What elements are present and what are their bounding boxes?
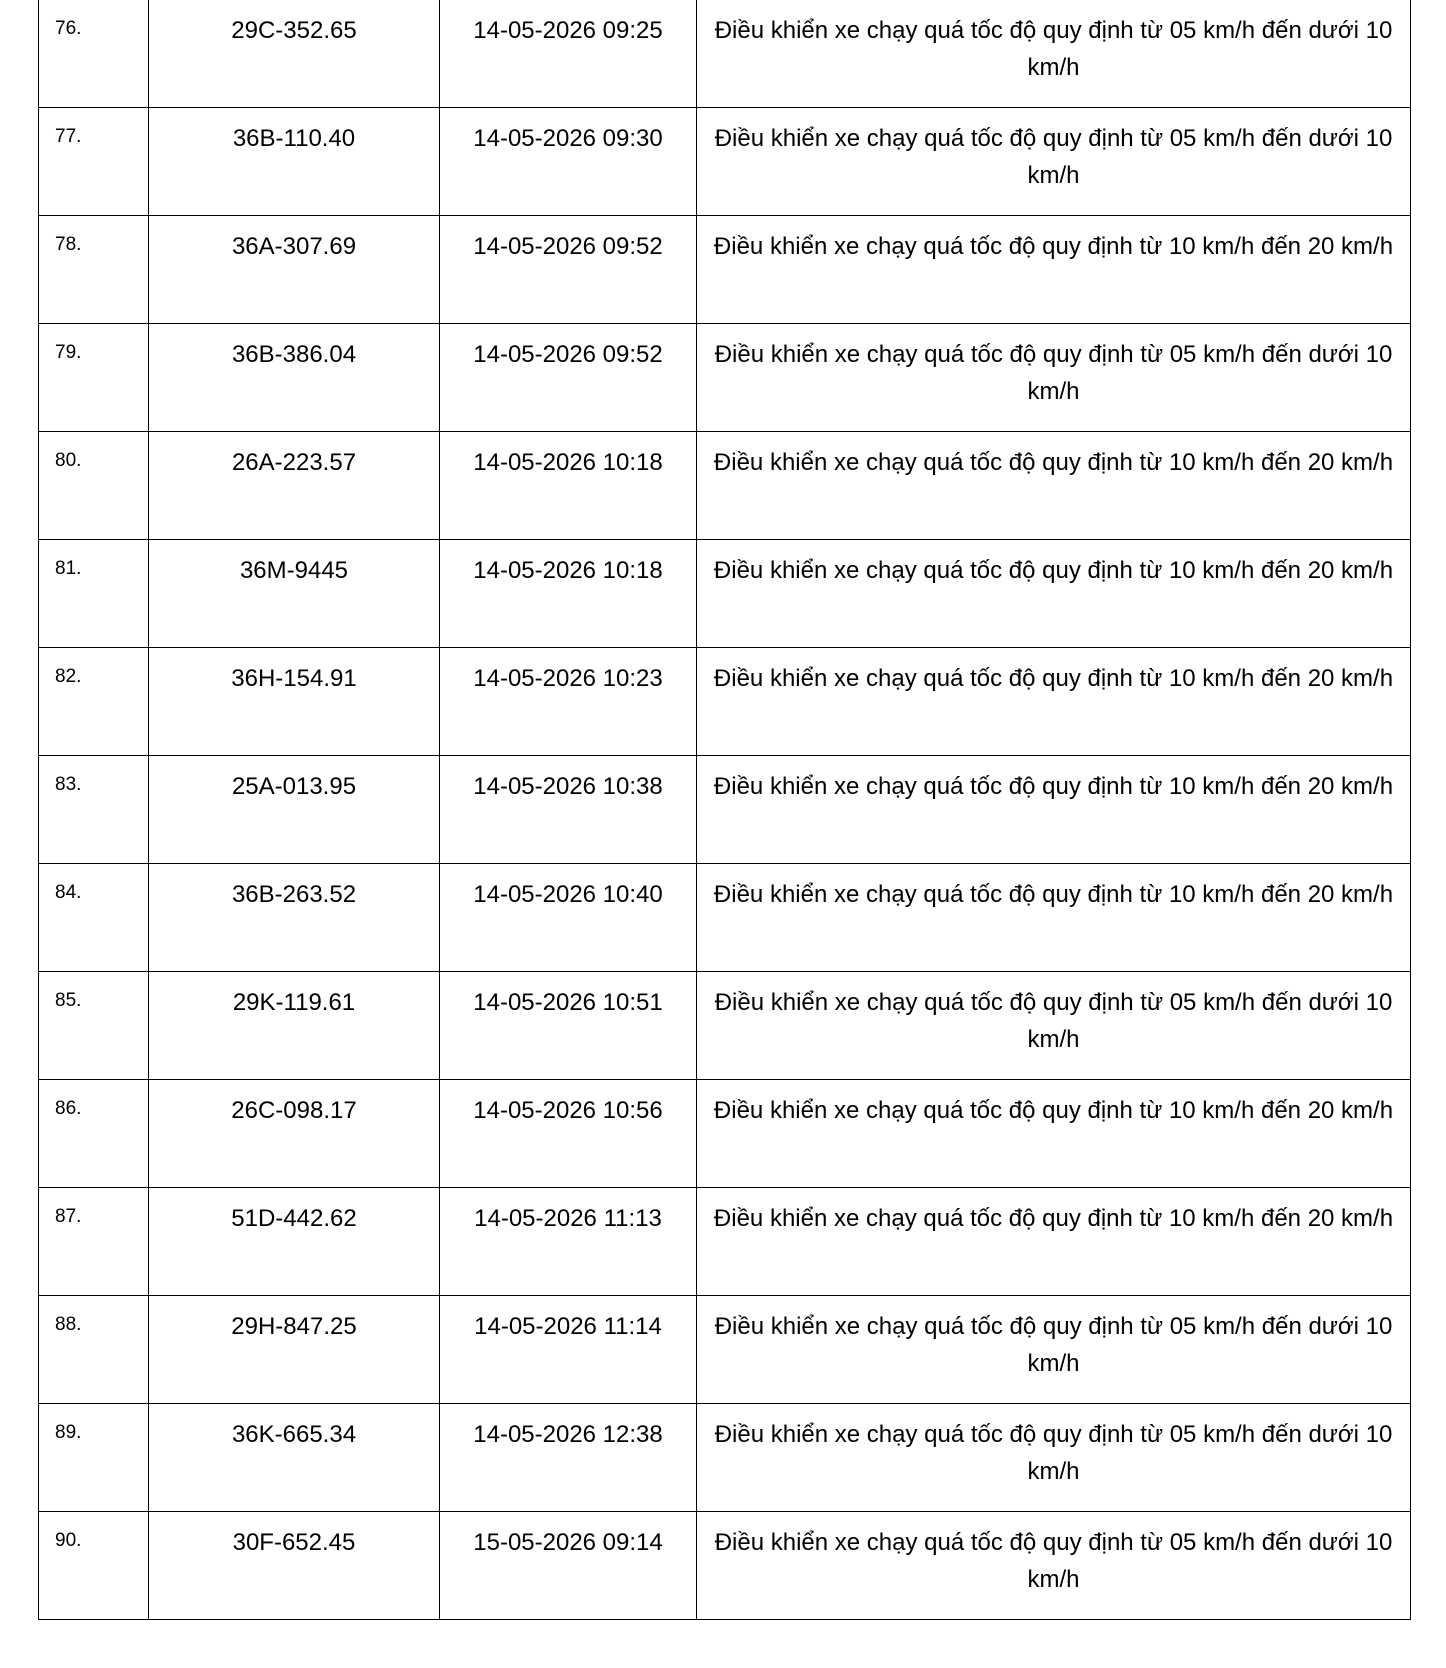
violation-time-cell: 14-05-2026 11:14 bbox=[440, 1296, 697, 1404]
table-row bbox=[39, 1080, 1411, 1188]
row-number-cell: 86. bbox=[39, 1080, 149, 1188]
row-number-cell: 79. bbox=[39, 324, 149, 432]
violation-description-cell: Điều khiển xe chạy quá tốc độ quy định từ 10 km/h đến 20 km/h bbox=[697, 432, 1411, 540]
violation-description-cell: Điều khiển xe chạy quá tốc độ quy định từ 05 km/h đến dưới 10 km/h bbox=[697, 1512, 1411, 1620]
row-number-cell: 88. bbox=[39, 1296, 149, 1404]
table-body bbox=[39, 0, 1411, 1620]
row-number-cell: 83. bbox=[39, 756, 149, 864]
row-number-cell: 87. bbox=[39, 1188, 149, 1296]
violation-time-cell: 14-05-2026 11:13 bbox=[440, 1188, 697, 1296]
table-row bbox=[39, 972, 1411, 1080]
violation-time-cell: 14-05-2026 10:38 bbox=[440, 756, 697, 864]
license-plate-cell: 29C-352.65 bbox=[149, 0, 440, 108]
table-row bbox=[39, 1296, 1411, 1404]
table-row bbox=[39, 540, 1411, 648]
violation-time-cell: 14-05-2026 10:40 bbox=[440, 864, 697, 972]
license-plate-cell: 25A-013.95 bbox=[149, 756, 440, 864]
violation-time-cell: 14-05-2026 10:23 bbox=[440, 648, 697, 756]
table-row bbox=[39, 108, 1411, 216]
license-plate-cell: 51D-442.62 bbox=[149, 1188, 440, 1296]
row-number-cell: 76. bbox=[39, 0, 149, 108]
violation-time-cell: 14-05-2026 10:18 bbox=[440, 540, 697, 648]
row-number-cell: 80. bbox=[39, 432, 149, 540]
license-plate-cell: 36K-665.34 bbox=[149, 1404, 440, 1512]
license-plate-cell: 30F-652.45 bbox=[149, 1512, 440, 1620]
row-number-cell: 84. bbox=[39, 864, 149, 972]
table-row bbox=[39, 1188, 1411, 1296]
row-number-cell: 85. bbox=[39, 972, 149, 1080]
row-number-cell: 90. bbox=[39, 1512, 149, 1620]
row-number-cell: 78. bbox=[39, 216, 149, 324]
violation-time-cell: 14-05-2026 10:56 bbox=[440, 1080, 697, 1188]
table-row bbox=[39, 648, 1411, 756]
violation-description-cell: Điều khiển xe chạy quá tốc độ quy định từ 10 km/h đến 20 km/h bbox=[697, 540, 1411, 648]
violation-time-cell: 14-05-2026 12:38 bbox=[440, 1404, 697, 1512]
license-plate-cell: 36B-110.40 bbox=[149, 108, 440, 216]
violation-description-cell: Điều khiển xe chạy quá tốc độ quy định từ 10 km/h đến 20 km/h bbox=[697, 1080, 1411, 1188]
table-row bbox=[39, 324, 1411, 432]
violation-description-cell: Điều khiển xe chạy quá tốc độ quy định từ 05 km/h đến dưới 10 km/h bbox=[697, 0, 1411, 108]
violation-time-cell: 14-05-2026 09:25 bbox=[440, 0, 697, 108]
table-row bbox=[39, 864, 1411, 972]
license-plate-cell: 36A-307.69 bbox=[149, 216, 440, 324]
violation-description-cell: Điều khiển xe chạy quá tốc độ quy định từ 10 km/h đến 20 km/h bbox=[697, 864, 1411, 972]
violation-description-cell: Điều khiển xe chạy quá tốc độ quy định từ 10 km/h đến 20 km/h bbox=[697, 1188, 1411, 1296]
row-number-cell: 77. bbox=[39, 108, 149, 216]
violation-description-cell: Điều khiển xe chạy quá tốc độ quy định từ 10 km/h đến 20 km/h bbox=[697, 756, 1411, 864]
violations-table bbox=[38, 0, 1411, 1620]
table-row bbox=[39, 1512, 1411, 1620]
violation-description-cell: Điều khiển xe chạy quá tốc độ quy định từ 05 km/h đến dưới 10 km/h bbox=[697, 324, 1411, 432]
violation-description-cell: Điều khiển xe chạy quá tốc độ quy định từ 05 km/h đến dưới 10 km/h bbox=[697, 1404, 1411, 1512]
violation-time-cell: 14-05-2026 09:30 bbox=[440, 108, 697, 216]
table-row bbox=[39, 216, 1411, 324]
table-row bbox=[39, 756, 1411, 864]
violation-time-cell: 14-05-2026 09:52 bbox=[440, 216, 697, 324]
violation-time-cell: 14-05-2026 10:51 bbox=[440, 972, 697, 1080]
violation-time-cell: 15-05-2026 09:14 bbox=[440, 1512, 697, 1620]
license-plate-cell: 29K-119.61 bbox=[149, 972, 440, 1080]
license-plate-cell: 36M-9445 bbox=[149, 540, 440, 648]
row-number-cell: 82. bbox=[39, 648, 149, 756]
license-plate-cell: 36H-154.91 bbox=[149, 648, 440, 756]
table-row bbox=[39, 1404, 1411, 1512]
violation-description-cell: Điều khiển xe chạy quá tốc độ quy định từ 10 km/h đến 20 km/h bbox=[697, 216, 1411, 324]
license-plate-cell: 36B-263.52 bbox=[149, 864, 440, 972]
row-number-cell: 89. bbox=[39, 1404, 149, 1512]
license-plate-cell: 26C-098.17 bbox=[149, 1080, 440, 1188]
violation-description-cell: Điều khiển xe chạy quá tốc độ quy định từ 05 km/h đến dưới 10 km/h bbox=[697, 972, 1411, 1080]
row-number-cell: 81. bbox=[39, 540, 149, 648]
table-row bbox=[39, 0, 1411, 108]
violation-description-cell: Điều khiển xe chạy quá tốc độ quy định từ 10 km/h đến 20 km/h bbox=[697, 648, 1411, 756]
table-row bbox=[39, 432, 1411, 540]
license-plate-cell: 29H-847.25 bbox=[149, 1296, 440, 1404]
license-plate-cell: 36B-386.04 bbox=[149, 324, 440, 432]
license-plate-cell: 26A-223.57 bbox=[149, 432, 440, 540]
violation-time-cell: 14-05-2026 09:52 bbox=[440, 324, 697, 432]
violation-description-cell: Điều khiển xe chạy quá tốc độ quy định từ 05 km/h đến dưới 10 km/h bbox=[697, 108, 1411, 216]
violation-description-cell: Điều khiển xe chạy quá tốc độ quy định từ 05 km/h đến dưới 10 km/h bbox=[697, 1296, 1411, 1404]
violation-time-cell: 14-05-2026 10:18 bbox=[440, 432, 697, 540]
